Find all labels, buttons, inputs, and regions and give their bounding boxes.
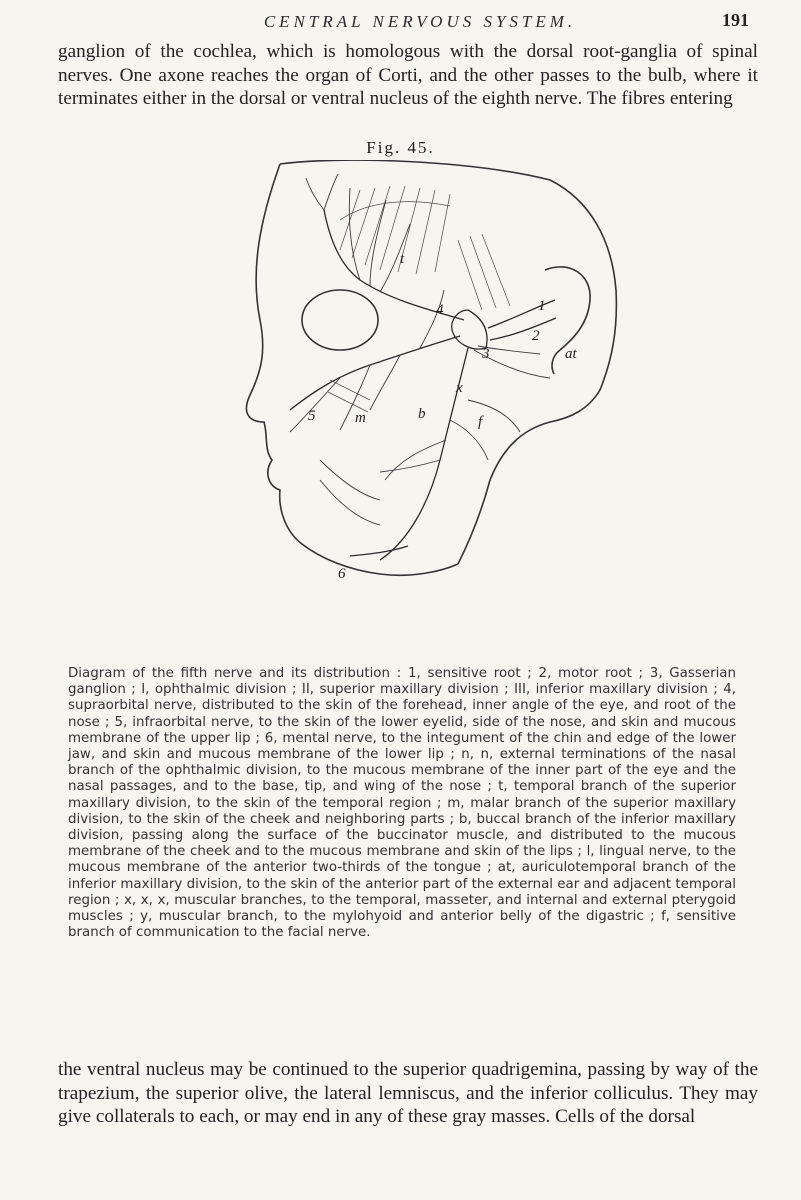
figure-label: Fig. 45. (366, 138, 435, 157)
superior-maxillary-division (290, 336, 460, 410)
label-6: 6 (338, 566, 346, 582)
label-x: x (456, 380, 463, 396)
label-3: 3 (482, 346, 490, 362)
fifth-nerve-diagram (220, 160, 620, 630)
label-m: m (355, 410, 366, 426)
gasserian-ganglion (452, 310, 487, 349)
body-paragraph-top: ganglion of the cochlea, which is homologous with the dorsal root-ganglia of spinal nerves. One axone reaches the organ of Corti, and the other passes to the bulb, where it terminates either in the dorsal or ventral nucleus of the eighth nerve. The fibres entering (58, 41, 758, 109)
label-b: b (418, 406, 426, 422)
body-paragraph-bottom: the ventral nucleus may be continued to the superior quadrigemina, passing by way of the trapezium, the superior olive, the lateral lemniscus, and the inferior colliculus. They may give collaterals to each, or may end in any of these gray masses. Cells of the dorsal (58, 1059, 758, 1127)
orbit-outline (302, 290, 378, 350)
label-2: 2 (532, 328, 540, 344)
label-f: f (478, 414, 483, 430)
motor-root (490, 318, 556, 340)
face-outline (246, 164, 458, 575)
figure-caption: Diagram of the fifth nerve and its distribution : 1, sensitive root ; 2, motor root ; 3, Gasserian ganglion ; I, ophthalmic division ; II, superior maxillary division ; III, inferior maxillary division ; 4, supraorbital nerve, distributed to the skin of the forehead, inner angle of the eye, and root of the nose ; 5, infraorbital nerve, to the skin of the lower eyelid, side of the nose, and skin and mucous membrane of the upper lip ; 6, mental nerve, to the integument of the chin and edge of the lower jaw, and skin and mucous membrane of the lower lip ; n, n, external terminations of the nasal branch of the ophthalmic division, to the mucous membrane of the inner part of the eye and the nasal passages, and to the base, tip, and wing of the nose ; t, temporal branch of the superior maxillary division, to the skin of the temporal region ; m, malar branch of the superior maxillary division, to the skin of the cheek and neighboring parts ; b, buccal branch of the inferior maxillary division, passing along the surface of the buccinator muscle, and distributed to the mucous membrane of the cheek and to the mucous membrane and skin of the lips ; l, lingual nerve, to the mucous membrane of the anterior two-thirds of the tongue ; at, auriculotemporal branch of the inferior maxillary division, to the skin of the anterior part of the external ear and adjacent temporal region ; x, x, x, muscular branches, to the temporal, masseter, and internal and external pterygoid muscles ; y, muscular branch, to the mylohyoid and anterior belly of the digastric ; f, sensitive branch of communication to the facial nerve. (68, 666, 736, 941)
label-1: 1 (538, 298, 546, 314)
page-number: 191 (722, 10, 749, 30)
bone-hatching (328, 186, 510, 412)
running-head: CENTRAL NERVOUS SYSTEM. (263, 12, 577, 31)
nerve-diagram-svg (220, 160, 620, 630)
inferior-maxillary-division (380, 348, 468, 560)
label-at: at (565, 346, 577, 362)
label-4: 4 (436, 302, 444, 318)
label-5: 5 (308, 408, 316, 424)
label-t: t (400, 251, 405, 267)
